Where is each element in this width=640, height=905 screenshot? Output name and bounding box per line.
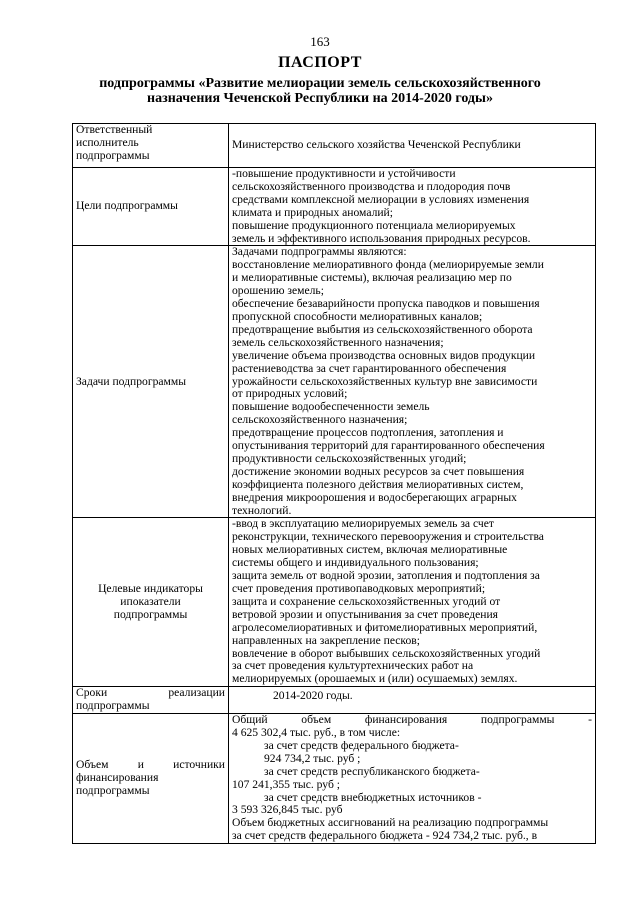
label-line: подпрограммы bbox=[76, 699, 150, 713]
value-line: защита земель от водной эрозии, затопления и подтопления за bbox=[232, 569, 540, 583]
row-value bbox=[229, 124, 596, 168]
document-subtitle bbox=[60, 76, 580, 106]
value-line: за счет средств республиканского бюджета- bbox=[264, 764, 480, 778]
value-line: урожайности сельскохозяйственных культур вне зависимости bbox=[232, 374, 538, 388]
value-line: сельскохозяйственного производства и плодородия почв bbox=[232, 179, 511, 193]
value-line: новых мелиоративных систем, включая мелиоративные bbox=[232, 543, 508, 557]
value-line: защита и сохранение сельскохозяйственных угодий от bbox=[232, 594, 501, 608]
label-line: подпрограммы bbox=[76, 148, 150, 162]
value-line: внедрения микроорошения и водосберегающих аграрных bbox=[232, 490, 517, 504]
value-line: предотвращение процессов подтопления, затопления и bbox=[232, 426, 504, 440]
value-line: 2014-2020 годы. bbox=[273, 689, 353, 703]
table-row-goals bbox=[73, 168, 596, 246]
value-line: реконструкции, технического перевооружения и строительства bbox=[232, 530, 544, 544]
table-row-executor bbox=[73, 124, 596, 168]
value-line: вовлечение в оборот выбывших сельскохозяйственных угодий bbox=[232, 646, 541, 660]
value-line: ветровой эрозии и опустынивания за счет проведения bbox=[232, 607, 498, 621]
value-line: за счет средств федерального бюджета- bbox=[264, 738, 459, 752]
value-line: Общий объем финансирования подпрограммы - bbox=[232, 713, 592, 727]
table-row-tasks bbox=[73, 246, 596, 518]
value-line: за счет средств внебюджетных источников - bbox=[264, 790, 482, 804]
value-line: климата и природных аномалий; bbox=[232, 205, 393, 219]
value-line: земель и эффективного использования природных ресурсов. bbox=[232, 231, 531, 245]
value-line: 3 593 326,845 тыс. руб bbox=[232, 803, 343, 817]
table-row-indicators bbox=[73, 518, 596, 687]
label-line: подпрограммы bbox=[113, 607, 188, 621]
row-value bbox=[229, 168, 596, 246]
row-label bbox=[73, 518, 229, 687]
value-line: -ввод в эксплуатацию мелиорируемых земель за счет bbox=[232, 517, 494, 531]
value-line: и мелиоративные системы), включая реализацию мер по bbox=[232, 271, 512, 285]
document-title: ПАСПОРТ bbox=[278, 54, 362, 71]
subtitle-line: назначения Чеченской Республики на 2014-2020 годы» bbox=[147, 91, 493, 106]
label-line: исполнитель bbox=[76, 135, 139, 149]
value-line: системы общего и индивидуального пользования; bbox=[232, 556, 479, 570]
value-line: продуктивности сельскохозяйственных угодий; bbox=[232, 451, 467, 465]
table-row-funding bbox=[73, 714, 596, 844]
value-line: сельскохозяйственного назначения; bbox=[232, 413, 408, 427]
value-line: агролесомелиоративных и фитомелиоративных мероприятий, bbox=[232, 620, 538, 634]
value-line: от природных условий; bbox=[232, 387, 348, 401]
value-line: обеспечение безаварийности пропуска паводков и повышения bbox=[232, 297, 540, 311]
label-line: Задачи подпрограммы bbox=[76, 374, 186, 388]
label-line: подпрограммы bbox=[76, 784, 150, 798]
value-line: Задачами подпрограммы являются: bbox=[232, 245, 407, 259]
value-line: предотвращение выбытия из сельскохозяйственного оборота bbox=[232, 322, 533, 336]
label-line: ипоказатели bbox=[120, 594, 181, 608]
row-value bbox=[229, 518, 596, 687]
passport-table bbox=[72, 123, 596, 844]
value-line: Объем бюджетных ассигнований на реализацию подпрограммы bbox=[232, 816, 549, 830]
value-line: 4 625 302,4 тыс. руб., в том числе: bbox=[232, 725, 401, 739]
value-line: за счет проведения культуртехнических работ на bbox=[232, 659, 474, 673]
label-line: Цели подпрограммы bbox=[76, 199, 178, 213]
row-label bbox=[73, 124, 229, 168]
row-label bbox=[73, 687, 229, 714]
value-line: средствами комплексной мелиорации в условиях изменения bbox=[232, 192, 530, 206]
value-line: 924 734,2 тыс. руб ; bbox=[264, 751, 361, 765]
value-line: коэффициента полезного действия мелиоративных систем, bbox=[232, 477, 524, 491]
value-line: орошению земель; bbox=[232, 284, 324, 298]
value-line: 107 241,355 тыс. руб ; bbox=[232, 777, 340, 791]
table-row-terms bbox=[73, 687, 596, 714]
value-line: повышение продукционного потенциала мелиорируемых bbox=[232, 218, 516, 232]
value-line: Министерство сельского хозяйства Чеченской Республики bbox=[232, 138, 521, 152]
row-value bbox=[229, 687, 596, 714]
value-line: восстановление мелиоративного фонда (мелиорируемые земли bbox=[232, 258, 544, 272]
row-value bbox=[229, 714, 596, 844]
value-line: земель сельскохозяйственного назначения; bbox=[232, 335, 444, 349]
label-line: Сроки реализации bbox=[76, 686, 225, 700]
value-line: -повышение продуктивности и устойчивости bbox=[232, 167, 456, 180]
page-number: 163 bbox=[310, 34, 330, 49]
subtitle-line: подпрограммы «Развитие мелиорации земель сельскохозяйственного bbox=[99, 76, 541, 91]
value-line: достижение экономии водных ресурсов за счет повышения bbox=[232, 464, 525, 478]
value-line: опустынивания территорий для гарантированного обеспечения bbox=[232, 439, 545, 453]
row-label bbox=[73, 246, 229, 518]
label-line: Целевые индикаторы bbox=[98, 582, 203, 595]
row-value bbox=[229, 246, 596, 518]
value-line: технологий. bbox=[232, 503, 292, 517]
value-line: счет проведения противопаводковых мероприятий; bbox=[232, 582, 486, 595]
value-line: повышение водообеспеченности земель bbox=[232, 400, 430, 414]
value-line: направленных на закрепление песков; bbox=[232, 633, 420, 647]
label-line: финансирования bbox=[76, 771, 159, 785]
value-line: за счет средств федерального бюджета - 924 734,2 тыс. руб., в bbox=[232, 829, 538, 843]
value-line: растениеводства за счет гарантированного обеспечения bbox=[232, 361, 507, 375]
row-label bbox=[73, 168, 229, 246]
value-line: мелиорируемых (орошаемых и (или) осушаемых) землях. bbox=[232, 672, 518, 686]
value-line: пропускной способности мелиоративных каналов; bbox=[232, 309, 483, 323]
row-label bbox=[73, 714, 229, 844]
value-line: увеличение объема производства основных видов продукции bbox=[232, 348, 536, 362]
label-line: Ответственный bbox=[76, 123, 153, 136]
label-line: Объем и источники bbox=[76, 758, 225, 772]
